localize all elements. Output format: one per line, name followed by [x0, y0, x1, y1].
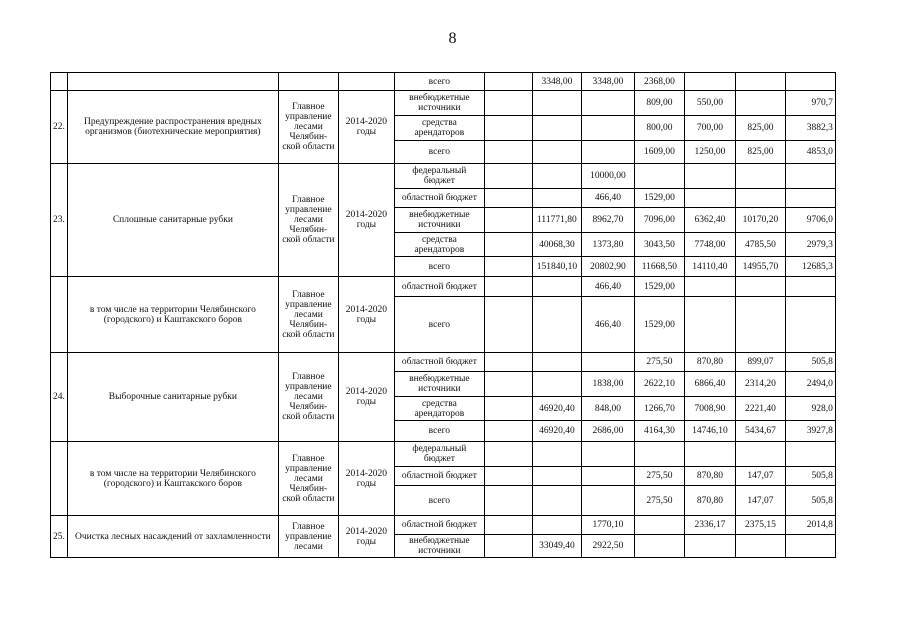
value-cell: 2314,20: [735, 372, 785, 397]
value-cell: [484, 91, 532, 116]
value-cell: 10000,00: [581, 164, 634, 189]
value-cell: [532, 297, 581, 353]
value-cell: [581, 141, 634, 164]
measure-name: в том числе на территории Челябинского (городского) и Каштакского боров: [67, 442, 278, 516]
value-cell: [735, 91, 785, 116]
value-cell: [484, 189, 532, 208]
value-cell: [532, 141, 581, 164]
value-cell: [484, 116, 532, 141]
value-cell: [634, 442, 684, 467]
budget-table: [50, 72, 836, 558]
value-cell: 466,40: [581, 297, 634, 353]
value-cell: 2221,40: [735, 397, 785, 421]
funding-source: областной бюджет: [394, 189, 484, 208]
value-cell: [684, 277, 735, 297]
value-cell: [484, 73, 532, 91]
value-cell: 2336,17: [684, 516, 735, 535]
executor: Главное управление лесами Челябин-ской области: [278, 164, 338, 277]
value-cell: [484, 372, 532, 397]
funding-source: средства арендаторов: [394, 397, 484, 421]
value-cell: 14110,40: [684, 257, 735, 277]
value-cell: [735, 73, 785, 91]
value-cell: [684, 164, 735, 189]
value-cell: [532, 353, 581, 372]
row-number: [51, 277, 68, 353]
value-cell: [785, 277, 835, 297]
value-cell: [684, 442, 735, 467]
value-cell: [785, 297, 835, 353]
value-cell: 14955,70: [735, 257, 785, 277]
period: 2014-2020 годы: [338, 91, 394, 164]
value-cell: [634, 516, 684, 535]
value-cell: 870,80: [684, 486, 735, 516]
value-cell: 40068,30: [532, 233, 581, 257]
value-cell: [532, 442, 581, 467]
funding-source: областной бюджет: [394, 277, 484, 297]
value-cell: 2622,10: [634, 372, 684, 397]
value-cell: 7748,00: [684, 233, 735, 257]
row-number: 22.: [51, 91, 68, 164]
measure-name: Предупреждение распространения вредных организмов (биотехнические мероприятия): [67, 91, 278, 164]
row-number: [51, 442, 68, 516]
value-cell: 275,50: [634, 353, 684, 372]
funding-source: внебюджетные источники: [394, 535, 484, 558]
funding-source: всего: [394, 421, 484, 442]
funding-source: федеральный бюджет: [394, 164, 484, 189]
value-cell: 4164,30: [634, 421, 684, 442]
executor: Главное управление лесами: [278, 516, 338, 558]
value-cell: [484, 164, 532, 189]
value-cell: 2375,15: [735, 516, 785, 535]
value-cell: [532, 372, 581, 397]
value-cell: [532, 277, 581, 297]
value-cell: 1373,80: [581, 233, 634, 257]
value-cell: 2494,0: [785, 372, 835, 397]
value-cell: [484, 421, 532, 442]
value-cell: 848,00: [581, 397, 634, 421]
value-cell: 111771,80: [532, 208, 581, 233]
value-cell: 275,50: [634, 467, 684, 486]
executor: Главное управление лесами Челябин-ской области: [278, 442, 338, 516]
value-cell: [581, 353, 634, 372]
value-cell: 7008,90: [684, 397, 735, 421]
value-cell: 2922,50: [581, 535, 634, 558]
period: 2014-2020 годы: [338, 164, 394, 277]
value-cell: 1529,00: [634, 277, 684, 297]
value-cell: [532, 116, 581, 141]
value-cell: 505,8: [785, 486, 835, 516]
value-cell: 809,00: [634, 91, 684, 116]
value-cell: [581, 442, 634, 467]
value-cell: [484, 233, 532, 257]
value-cell: [484, 486, 532, 516]
measure-name: Выборочные санитарные рубки: [67, 353, 278, 442]
value-cell: 3043,50: [634, 233, 684, 257]
value-cell: 275,50: [634, 486, 684, 516]
page-number: 8: [448, 30, 457, 47]
value-cell: 151840,10: [532, 257, 581, 277]
value-cell: 7096,00: [634, 208, 684, 233]
funding-source: средства арендаторов: [394, 116, 484, 141]
value-cell: 970,7: [785, 91, 835, 116]
value-cell: [581, 467, 634, 486]
value-cell: [785, 189, 835, 208]
value-cell: 1770,10: [581, 516, 634, 535]
value-cell: 2686,00: [581, 421, 634, 442]
row-number: [51, 73, 68, 91]
value-cell: 505,8: [785, 353, 835, 372]
value-cell: [684, 73, 735, 91]
value-cell: 11668,50: [634, 257, 684, 277]
executor: Главное управление лесами Челябин-ской области: [278, 91, 338, 164]
value-cell: [735, 164, 785, 189]
value-cell: [484, 353, 532, 372]
value-cell: [684, 297, 735, 353]
value-cell: [785, 442, 835, 467]
value-cell: [785, 73, 835, 91]
value-cell: 8962,70: [581, 208, 634, 233]
value-cell: 10170,20: [735, 208, 785, 233]
value-cell: 2979,3: [785, 233, 835, 257]
row-number: 25.: [51, 516, 68, 558]
value-cell: [634, 164, 684, 189]
funding-source: всего: [394, 297, 484, 353]
value-cell: [484, 297, 532, 353]
period: 2014-2020 годы: [338, 516, 394, 558]
value-cell: [532, 516, 581, 535]
value-cell: 6362,40: [684, 208, 735, 233]
period: [338, 73, 394, 91]
funding-source: всего: [394, 73, 484, 91]
value-cell: [581, 116, 634, 141]
funding-source: всего: [394, 486, 484, 516]
value-cell: [581, 91, 634, 116]
executor: [278, 73, 338, 91]
value-cell: 147,07: [735, 486, 785, 516]
measure-name: [67, 73, 278, 91]
value-cell: 899,07: [735, 353, 785, 372]
value-cell: 147,07: [735, 467, 785, 486]
funding-source: средства арендаторов: [394, 233, 484, 257]
value-cell: [484, 442, 532, 467]
table-row: [51, 516, 836, 535]
value-cell: [684, 535, 735, 558]
value-cell: [484, 141, 532, 164]
value-cell: 46920,40: [532, 397, 581, 421]
value-cell: 4785,50: [735, 233, 785, 257]
funding-source: областной бюджет: [394, 467, 484, 486]
value-cell: 2014,8: [785, 516, 835, 535]
value-cell: 6866,40: [684, 372, 735, 397]
funding-source: внебюджетные источники: [394, 91, 484, 116]
value-cell: [532, 91, 581, 116]
value-cell: 46920,40: [532, 421, 581, 442]
row-number: 23.: [51, 164, 68, 277]
value-cell: [532, 189, 581, 208]
value-cell: 870,80: [684, 353, 735, 372]
value-cell: 1266,70: [634, 397, 684, 421]
table-row: [51, 277, 836, 297]
value-cell: 20802,90: [581, 257, 634, 277]
value-cell: 14746,10: [684, 421, 735, 442]
measure-name: Очистка лесных насаждений от захламленности: [67, 516, 278, 558]
value-cell: [484, 516, 532, 535]
funding-source: внебюджетные источники: [394, 372, 484, 397]
value-cell: [785, 535, 835, 558]
value-cell: 1838,00: [581, 372, 634, 397]
executor: Главное управление лесами Челябин-ской области: [278, 277, 338, 353]
funding-source: внебюджетные источники: [394, 208, 484, 233]
value-cell: 466,40: [581, 189, 634, 208]
value-cell: 3927,8: [785, 421, 835, 442]
value-cell: 928,0: [785, 397, 835, 421]
value-cell: [532, 164, 581, 189]
value-cell: [484, 467, 532, 486]
value-cell: 700,00: [684, 116, 735, 141]
table-row: [51, 91, 836, 116]
value-cell: [484, 257, 532, 277]
value-cell: 550,00: [684, 91, 735, 116]
funding-source: областной бюджет: [394, 516, 484, 535]
executor: Главное управление лесами Челябин-ской области: [278, 353, 338, 442]
value-cell: [484, 277, 532, 297]
table-row: [51, 73, 836, 91]
table-row: [51, 164, 836, 189]
table-row: [51, 353, 836, 372]
funding-source: всего: [394, 141, 484, 164]
value-cell: 466,40: [581, 277, 634, 297]
value-cell: [484, 208, 532, 233]
value-cell: 1609,00: [634, 141, 684, 164]
value-cell: 12685,3: [785, 257, 835, 277]
measure-name: в том числе на территории Челябинского (городского) и Каштакского боров: [67, 277, 278, 353]
value-cell: 870,80: [684, 467, 735, 486]
value-cell: [735, 277, 785, 297]
value-cell: 825,00: [735, 141, 785, 164]
value-cell: [735, 189, 785, 208]
value-cell: 505,8: [785, 467, 835, 486]
value-cell: [484, 535, 532, 558]
value-cell: [735, 535, 785, 558]
value-cell: [785, 164, 835, 189]
value-cell: [484, 397, 532, 421]
row-number: 24.: [51, 353, 68, 442]
value-cell: 1529,00: [634, 297, 684, 353]
value-cell: 5434,67: [735, 421, 785, 442]
value-cell: [532, 486, 581, 516]
value-cell: 1250,00: [684, 141, 735, 164]
value-cell: 2368,00: [634, 73, 684, 91]
value-cell: 3348,00: [532, 73, 581, 91]
value-cell: [735, 297, 785, 353]
value-cell: [634, 535, 684, 558]
value-cell: [581, 486, 634, 516]
measure-name: Сплошные санитарные рубки: [67, 164, 278, 277]
funding-source: федеральный бюджет: [394, 442, 484, 467]
table-row: [51, 442, 836, 467]
value-cell: [735, 442, 785, 467]
value-cell: 3348,00: [581, 73, 634, 91]
funding-source: всего: [394, 257, 484, 277]
value-cell: 3882,3: [785, 116, 835, 141]
value-cell: [532, 467, 581, 486]
value-cell: 800,00: [634, 116, 684, 141]
value-cell: 33049,40: [532, 535, 581, 558]
period: 2014-2020 годы: [338, 442, 394, 516]
value-cell: [684, 189, 735, 208]
value-cell: 4853,0: [785, 141, 835, 164]
funding-source: областной бюджет: [394, 353, 484, 372]
period: 2014-2020 годы: [338, 353, 394, 442]
value-cell: 1529,00: [634, 189, 684, 208]
period: 2014-2020 годы: [338, 277, 394, 353]
value-cell: 825,00: [735, 116, 785, 141]
value-cell: 9706,0: [785, 208, 835, 233]
